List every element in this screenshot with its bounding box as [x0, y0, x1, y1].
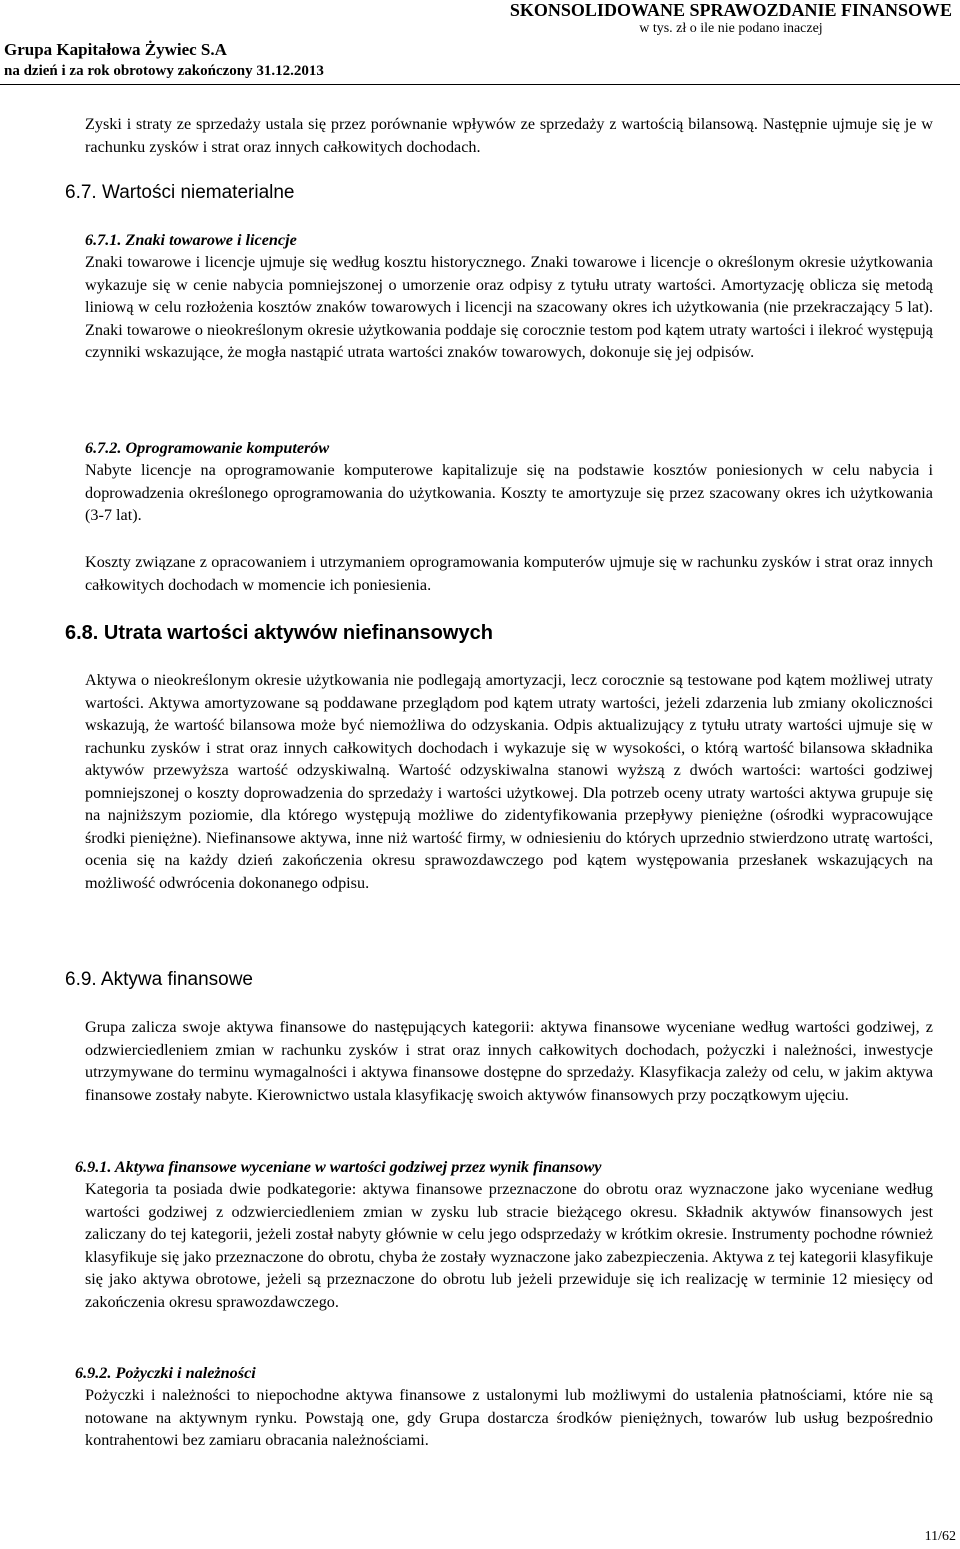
intro-paragraph: Zyski i straty ze sprzedaży ustala się przez porównanie wpływów ze sprzedaży z wartością bilansową. Następnie ujmuje się je w rachunku zysków i strat oraz innych całkowitych dochodach.	[85, 115, 933, 156]
paragraph-6-7-1: Znaki towarowe i licencje ujmuje się według kosztu historycznego. Znaki towarowe i licencje o określonym okresie użytkowania wykazuje się w cenie nabycia pomniejszonej o umorzenie oraz odpisy z tytułu utraty wartości. Amortyzację oblicza się metodą liniową w celu rozłożenia kosztów znaków towarowych i licencji na szacowany okres ich użytkowania (nie przekraczający 5 lat). Znaki towarowe o nieokreślonym okresie użytkowania poddaje się corocznie testom pod kątem utraty wartości i ilekroć występują czynniki wskazujące, że mogła nastąpić utrata wartości znaków towarowych, dokonuje się jej odpisów.	[85, 253, 933, 361]
subsection-heading-6-9-2: 6.9.2. Pożyczki i należności	[75, 1364, 256, 1382]
paragraph-6-9-1: Kategoria ta posiada dwie podkategorie: aktywa finansowe przeznaczone do obrotu oraz wyznaczone jako wyceniane według wartości godziwej z odzwierciedleniem zmian w zysku lub stracie bieżącego okresu. Składnik aktywów finansowych jest zaliczany do tej kategorii, jeżeli został nabyty głównie w celu jego odsprzedaży w krótkim okresie. Instrumenty pochodne również klasyfikuje się jako przeznaczone do obrotu, chyba że zostały wyznaczone jako zabezpieczenia. Aktywa z tej kategorii klasyfikuje się jako aktywa obrotowe, jeżeli są przeznaczone do obrotu lub jeżeli przewiduje się ich realizację w terminie 12 miesięcy od zakończenia okresu sprawozdawczego.	[85, 1180, 933, 1311]
header-divider	[0, 84, 960, 85]
paragraph-6-7-2-a: Nabyte licencje na oprogramowanie komputerowe kapitalizuje się na podstawie kosztów poniesionych w celu nabycia i doprowadzenia określonego oprogramowania do użytkowania. Koszty te amortyzuje się przez szacowany okres ich użytkowania (3-7 lat).	[85, 461, 933, 524]
subsection-heading-6-7-2: 6.7.2. Oprogramowanie komputerów	[85, 439, 330, 457]
paragraph-6-9-2: Pożyczki i należności to niepochodne aktywa finansowe z ustalonymi lub możliwymi do ustalenia płatnościami, które nie są notowane na aktywnym rynku. Powstają one, gdy Grupa dostarcza środków pieniężnych, towarów lub usług bezpośrednio kontrahentowi bez zamiaru obracania należnościami.	[85, 1386, 933, 1449]
subsection-heading-6-9-1: 6.9.1. Aktywa finansowe wyceniane w wartości godziwej przez wynik finansowy	[75, 1158, 602, 1176]
paragraph-6-7-2-b: Koszty związane z opracowaniem i utrzymaniem oprogramowania komputerów ujmuje się w rachunku zysków i strat oraz innych całkowitych dochodach w momencie ich poniesienia.	[85, 553, 933, 594]
report-period: na dzień i za rok obrotowy zakończony 31.12.2013	[4, 63, 324, 79]
paragraph-6-9: Grupa zalicza swoje aktywa finansowe do następujących kategorii: aktywa finansowe wyceniane według wartości godziwej, z odzwierciedleniem zmian w rachunku zysków i strat oraz innych całkowitych dochodach, pożyczki i należności, inwestycje utrzymywane do terminu wymagalności i aktywa finansowe dostępne do sprzedaży. Klasyfikacja zależy od celu, w jakim aktywa finansowe zostały nabyte. Kierownictwo ustala klasyfikację swoich aktywów finansowych przy początkowym ujęciu.	[85, 1018, 933, 1104]
section-heading-6-9: 6.9. Aktywa finansowe	[65, 969, 253, 990]
report-units: w tys. zł o ile nie podano inaczej	[639, 21, 823, 36]
section-heading-6-8: 6.8. Utrata wartości aktywów niefinansowych	[65, 622, 493, 644]
header-right	[510, 0, 952, 38]
company-name: Grupa Kapitałowa Żywiec S.A	[4, 40, 227, 59]
paragraph-6-8: Aktywa o nieokreślonym okresie użytkowania nie podlegają amortyzacji, lecz corocznie są testowane pod kątem możliwej utraty wartości. Aktywa amortyzowane są poddawane przeglądom pod kątem utraty wartości, jeżeli zdarzenia lub zmiany okoliczności wskazują, że wartość bilansowa może być niemożliwa do odzyskania. Odpis aktualizujący z tytułu utraty wartości ujmuje się w rachunku zysków i strat oraz innych całkowitych dochodach i wykazuje się w wysokości, o którą wartość bilansowa składnika aktywów przewyższa wartość odzyskiwalną. Wartość odzyskiwalna stanowi wyższą z dwóch wartości: wartości godziwej pomniejszonej o koszty doprowadzenia do sprzedaży i wartości użytkowej. Dla potrzeb oceny utraty wartości aktywa grupuje się na najniższym poziomie, dla którego występują możliwe do zidentyfikowania przepływy pieniężne (ośrodki wypracowujące środki pieniężne). Niefinansowe aktywa, inne niż wartość firmy, w odniesieniu do których uprzednio stwierdzono utratę wartości, ocenia się na każdy dzień zakończenia okresu sprawozdawczego pod kątem występowania przesłanek wskazujących na możliwość odwrócenia dokonanego odpisu.	[85, 671, 933, 892]
section-heading-6-7: 6.7. Wartości niematerialne	[65, 182, 295, 203]
page-number: 11/62	[924, 1529, 956, 1544]
report-title: SKONSOLIDOWANE SPRAWOZDANIE FINANSOWE	[509, 0, 952, 20]
subsection-heading-6-7-1: 6.7.1. Znaki towarowe i licencje	[85, 231, 297, 249]
